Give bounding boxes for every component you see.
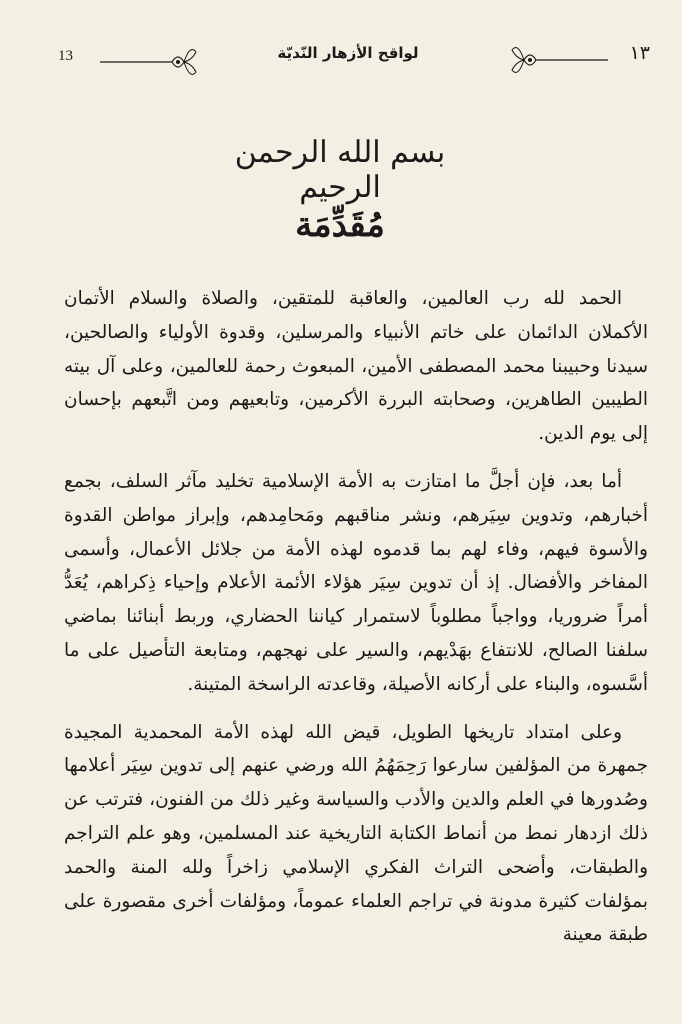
page-number-arabic: ١٣ [629,42,650,64]
section-heading: مُقَدِّمَة [295,205,385,245]
ornament-right-icon [498,38,608,78]
paragraph: أما بعد، فإن أجلَّ ما امتازت به الأمة الإسلامية تخليد مآثر السلف، بجمع أخبارهم، وتدوين سِيَرهم، ونشر مناقبهم ومَحامِدهم، وإبراز مواطن القدوة والأسوة فيهم، وفاء لهم بما قدموه لهذه الأمة من جلائل الأعمال، وأسمى المفاخر والأفضال. إذ أن تدوين سِيَر هؤلاء الأئمة الأعلام وإحياء ذِكراهم، يُعَدُّ أمراً ضروريا، وواجباً مطلوباً لاستمرار كياننا الحضاري، وربط أبنائنا بماضي سلفنا الصالح، للانتفاع بهَدْيهم، والسير على نهجهم، ومتابعة التأصيل على ما أسَّسوه، والبناء على أركانه الأصيلة، وقاعدته الراسخة المتينة. [64,470,648,695]
paragraph: وعلى امتداد تاريخها الطويل، قيض الله لهذه الأمة المحمدية المجيدة جمهرة من المؤلفين سارعوا رَحِمَهُمُ الله ورضي عنهم إلى تدوين سِيَر أعلامها وصُدورها في العلم والدين والأدب والسياسة وغير ذلك من الفنون، فترتب عن ذلك ازدهار نمط من أنماط الكتابة التاريخية عند المسلمين، وهو علم التراجم والطبقات، وأضحى التراث الفكري الإسلامي زاخراً ولله المنة والحمد بمؤلفات كثيرة مدونة في تراجم العلماء عموماً، ومؤلفات أخرى مقصورة على طبقة معينة [64,721,648,946]
page-number-latin: 13 [58,48,73,64]
basmala-calligraphy: بسم الله الرحمن الرحيم [234,135,446,205]
paragraph: الحمد لله رب العالمين، والعاقبة للمتقين، والصلاة والسلام الأتمان الأكملان الدائمان على خاتم الأنبياء والمرسلين، وقدوة الأولياء والصالحين، سيدنا وحبيبنا محمد المصطفى الأمين، المبعوث رحمة للعالمين، وعلى آل بيته الطيبين الطاهرين، وصحابته البررة الأكرمين، وتابعيهم ومن اتَّبعهم بإحسان إلى يوم الدين. [64,288,648,445]
running-title: لواقح الأزهار النّديّة [277,44,419,62]
ornament-left-icon [100,38,200,78]
page-header [40,36,650,76]
body-text [64,282,648,952]
